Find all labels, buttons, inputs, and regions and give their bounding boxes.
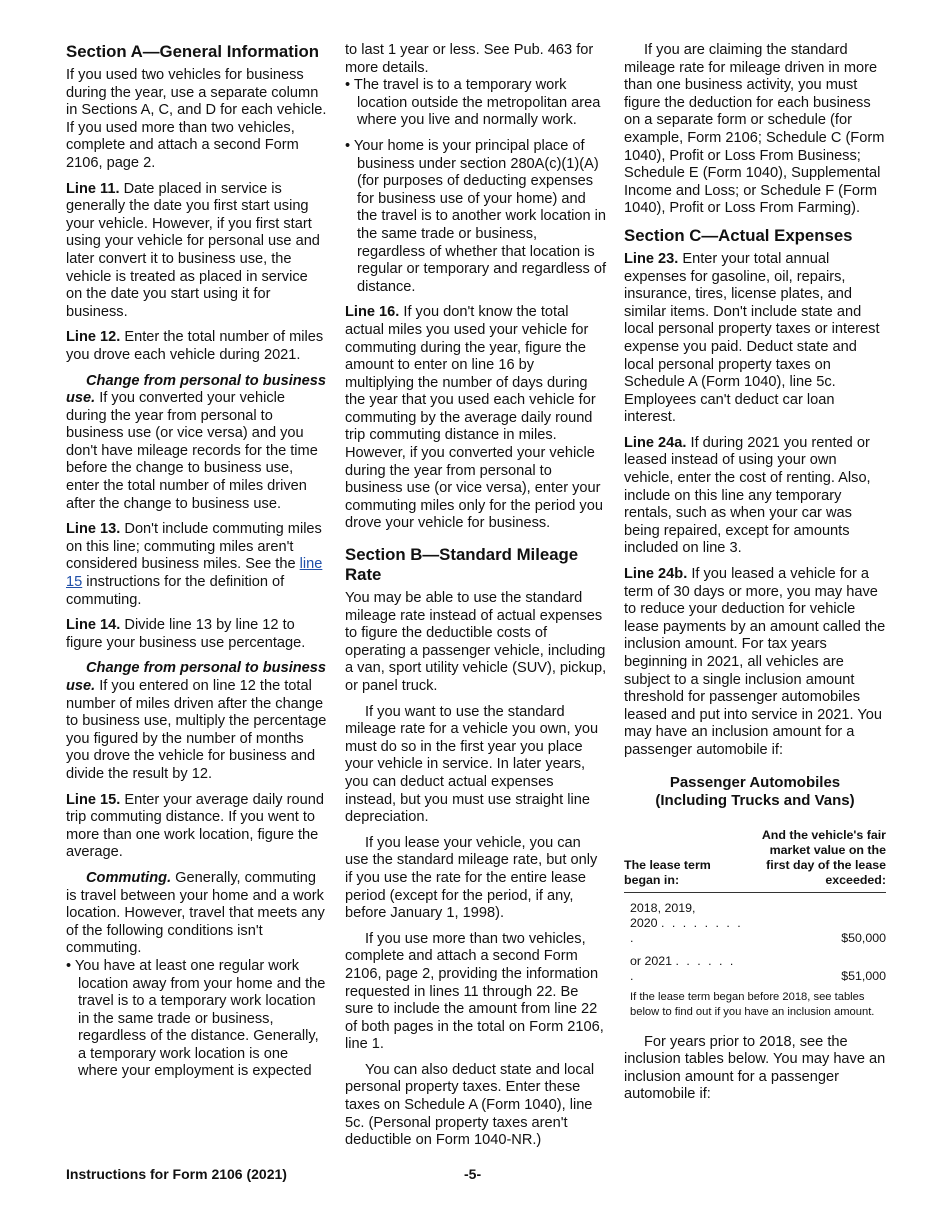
inclusion-table-title-line-2: (Including Trucks and Vans) (655, 791, 855, 809)
column-3 (624, 42, 886, 1112)
table-row (624, 950, 886, 988)
multi-business-paragraph: If you are claiming the standard mileage rate for mileage driven in more than one business activity, you must figure the deduction for each business on a separate form or schedule (for example, Form 2106; Schedule C (Form 1040), Profit or Loss From Business; Schedule E (Form 1040), Supplemental Income and Loss; or Schedule F (Form 1040), Profit or Loss From Farming). (624, 42, 885, 217)
line-13-text-b: instructions for the definition of commuting. (66, 574, 285, 608)
line-16-paragraph (345, 304, 607, 533)
line-14-paragraph (66, 617, 328, 652)
line-23-label: Line 23. (624, 250, 679, 267)
table-row (624, 892, 886, 950)
column-1 (66, 42, 328, 1081)
line-15-text: Enter your average daily round trip commuting distance. If you went to more than one work location, figure the average. (66, 791, 324, 861)
lease-term-line-1: or 2021 (630, 953, 673, 968)
inclusion-table-title (624, 774, 886, 810)
line-11-text: Date placed in service is generally the date you first start using your vehicle. However, if you first start using your vehicle for personal use and later convert it to business use, the vehicle is treated as placed in service on the date you start using it for business. (66, 180, 320, 320)
line-16-label: Line 16. (345, 304, 400, 321)
line-15-paragraph (66, 792, 328, 862)
line-24b-paragraph (624, 566, 886, 760)
commuting-bullet-1: • You have at least one regular work location away from your home and the travel is to a temporary work location in the same trade or business, regardless of the distance. Generally, a temporary work location is one where your employment is expected (66, 957, 326, 1080)
line-15-label: Line 15. (66, 791, 121, 808)
lease-term-cell (624, 892, 744, 950)
change-personal-label-2: Change from personal to business use. (66, 660, 327, 694)
line-14-text: Divide line 13 by line 12 to figure your business use percentage. (66, 617, 306, 651)
lease-term-header: The lease term began in: (624, 828, 744, 893)
threshold-value-cell: $51,000 (841, 968, 886, 983)
section-b-paragraph-2: If you want to use the standard mileage rate for a vehicle you own, you must do so in the first year you place your vehicle in service. In later years, you can deduct actual expenses instead, but you must use straight line depreciation. (345, 703, 599, 826)
change-personal-label-1: Change from personal to business use. (66, 372, 327, 407)
section-b-paragraph-5: You can also deduct state and local personal property taxes. Enter these taxes on Schedule A (Form 1040), line 5c. (Personal property taxes aren't deductible on Form 1040-NR.) (345, 1061, 595, 1149)
line-13-paragraph (66, 521, 328, 609)
table-header-row (624, 828, 886, 893)
table-note: If the lease term began before 2018, see tables below to find out if you have an inclusion amount. (630, 990, 875, 1018)
section-b-paragraph-1: You may be able to use the standard mileage rate instead of actual expenses to figure the deductible costs of operating a passenger vehicle, including a van, sport utility vehicle (SUV), pickup, or panel truck. (345, 590, 607, 694)
change-personal-business-paragraph-1 (66, 373, 328, 514)
threshold-value-cell: $50,000 (841, 930, 886, 945)
line-24a-paragraph (624, 435, 886, 558)
line-12-label: Line 12. (66, 329, 121, 346)
line-14-label: Line 14. (66, 617, 121, 634)
leader-dots: . . . . . . . . . (630, 915, 743, 945)
change-personal-text-2: If you entered on line 12 the total number of miles driven after the change to business use, multiply the percentage you figured by the number of months you drove the vehicle for business and divide the result by 12. (66, 678, 327, 782)
line-15-link[interactable]: line 15 (66, 556, 323, 591)
commuting-bullet-1-continued: to last 1 year or less. See Pub. 463 for more details. (345, 42, 594, 76)
commuting-paragraph (66, 870, 328, 958)
prior-years-paragraph: For years prior to 2018, see the inclusion tables below. You may have an inclusion amount for a passenger automobile if: (624, 1033, 886, 1103)
line-13-text-a: Don't include commuting miles on this line; commuting miles aren't considered business miles. See the (66, 521, 322, 573)
section-b-heading: Section B—Standard Mileage Rate (345, 545, 579, 585)
commuting-text: Generally, commuting is travel between your home and a work location. However, travel that meets any of the following conditions isn't commuting. (66, 869, 325, 957)
line-24b-label: Line 24b. (624, 566, 688, 583)
line-24a-text: If during 2021 you rented or leased instead of using your own vehicle, enter the cost of renting. Also, include on this line any temporary rentals, such as when your car was being repaired, except for amounts included on line 3. (624, 434, 871, 557)
lease-term-cell (624, 950, 744, 988)
column-2 (345, 42, 607, 1158)
section-b-paragraph-3: If you lease your vehicle, you can use the standard mileage rate, but only if you use the rate for the entire lease period (except for the period, if any, before January 1, 1998). (345, 834, 598, 922)
change-personal-business-paragraph-2 (66, 660, 328, 783)
line-13-label: Line 13. (66, 521, 121, 538)
commuting-bullet-3: • Your home is your principal place of business under section 280A(c)(1)(A) (for purposes of deducting expenses for business use of your home) and the travel is to another work location in the same trade or business, regardless of whether that location is regular or temporary and regardless of distance. (345, 137, 607, 295)
line-24a-label: Line 24a. (624, 434, 687, 451)
line-16-text: If you don't know the total actual miles you used your vehicle for commuting during the year, figure the amount to enter on line 16 by multiplying the number of days during the year that you used each vehicle for commuting by the average daily round trip commuting distance in miles. However, if you converted your vehicle during the year from personal to business use (or vice versa), enter your commuting miles only for the period you drove your vehicle for business. (345, 304, 603, 532)
change-personal-text-1: If you converted your vehicle during the year from personal to business use (or vice versa) and you don't have mileage records for the time before the change to business use, enter the total number of miles driven after the change to business use. (66, 390, 318, 512)
fair-market-value-header: And the vehicle's fair market value on the first day of the lease exceeded: (744, 828, 886, 893)
lease-term-line-1: 2018, 2019, (630, 900, 696, 915)
lease-term-line-2: 2020 (630, 915, 658, 930)
line-12-paragraph (66, 329, 328, 364)
section-a-paragraph: If you used two vehicles for business during the year, use a separate column in Sections A, C, and D for each vehicle. If you used more than two vehicles, complete and attach a second Form 2106, page 2. (66, 67, 327, 171)
line-11-paragraph (66, 181, 328, 322)
line-11-label: Line 11. (66, 180, 120, 197)
footer-form-title: Instructions for Form 2106 (2021) (66, 1166, 287, 1182)
line-12-text: Enter the total number of miles you drove each vehicle during 2021. (66, 329, 324, 363)
section-c-heading: Section C—Actual Expenses (624, 225, 853, 245)
inclusion-table-title-line-1: Passenger Automobiles (669, 773, 841, 791)
section-b-paragraph-4: If you use more than two vehicles, complete and attach a second Form 2106, page 2, providing the information requested in lines 11 through 22. Be sure to include the amount from line 22 of both pages in the total on Form 2106, line 1. (345, 930, 604, 1053)
leader-dots: . . . . . . . (630, 953, 736, 983)
inclusion-threshold-table (624, 828, 886, 988)
commuting-bullet-2: • The travel is to a temporary work location outside the metropolitan area where you live and normally work. (345, 77, 601, 129)
section-a-heading: Section A—General Information (66, 42, 319, 61)
line-23-paragraph (624, 251, 886, 427)
line-23-text: Enter your total annual expenses for gasoline, oil, repairs, insurance, tires, license plates, and similar items. Don't include state and local personal property taxes or interest expense you paid. Deduct state and local personal property taxes on Schedule A (Form 1040), line 5c. Employees can't deduct car loan interest. (624, 250, 880, 426)
commuting-label: Commuting. (86, 869, 172, 886)
line-24b-text: If you leased a vehicle for a term of 30 days or more, you may have to reduce your deduction for vehicle lease payments by an amount called the inclusion amount. For tax years beginning in 2021, all vehicles are subject to a single inclusion amount threshold for passenger automobiles leased and put into service in 2021. You may have an inclusion amount for a passenger automobile if: (624, 566, 886, 758)
page-number: -5- (464, 1166, 482, 1182)
